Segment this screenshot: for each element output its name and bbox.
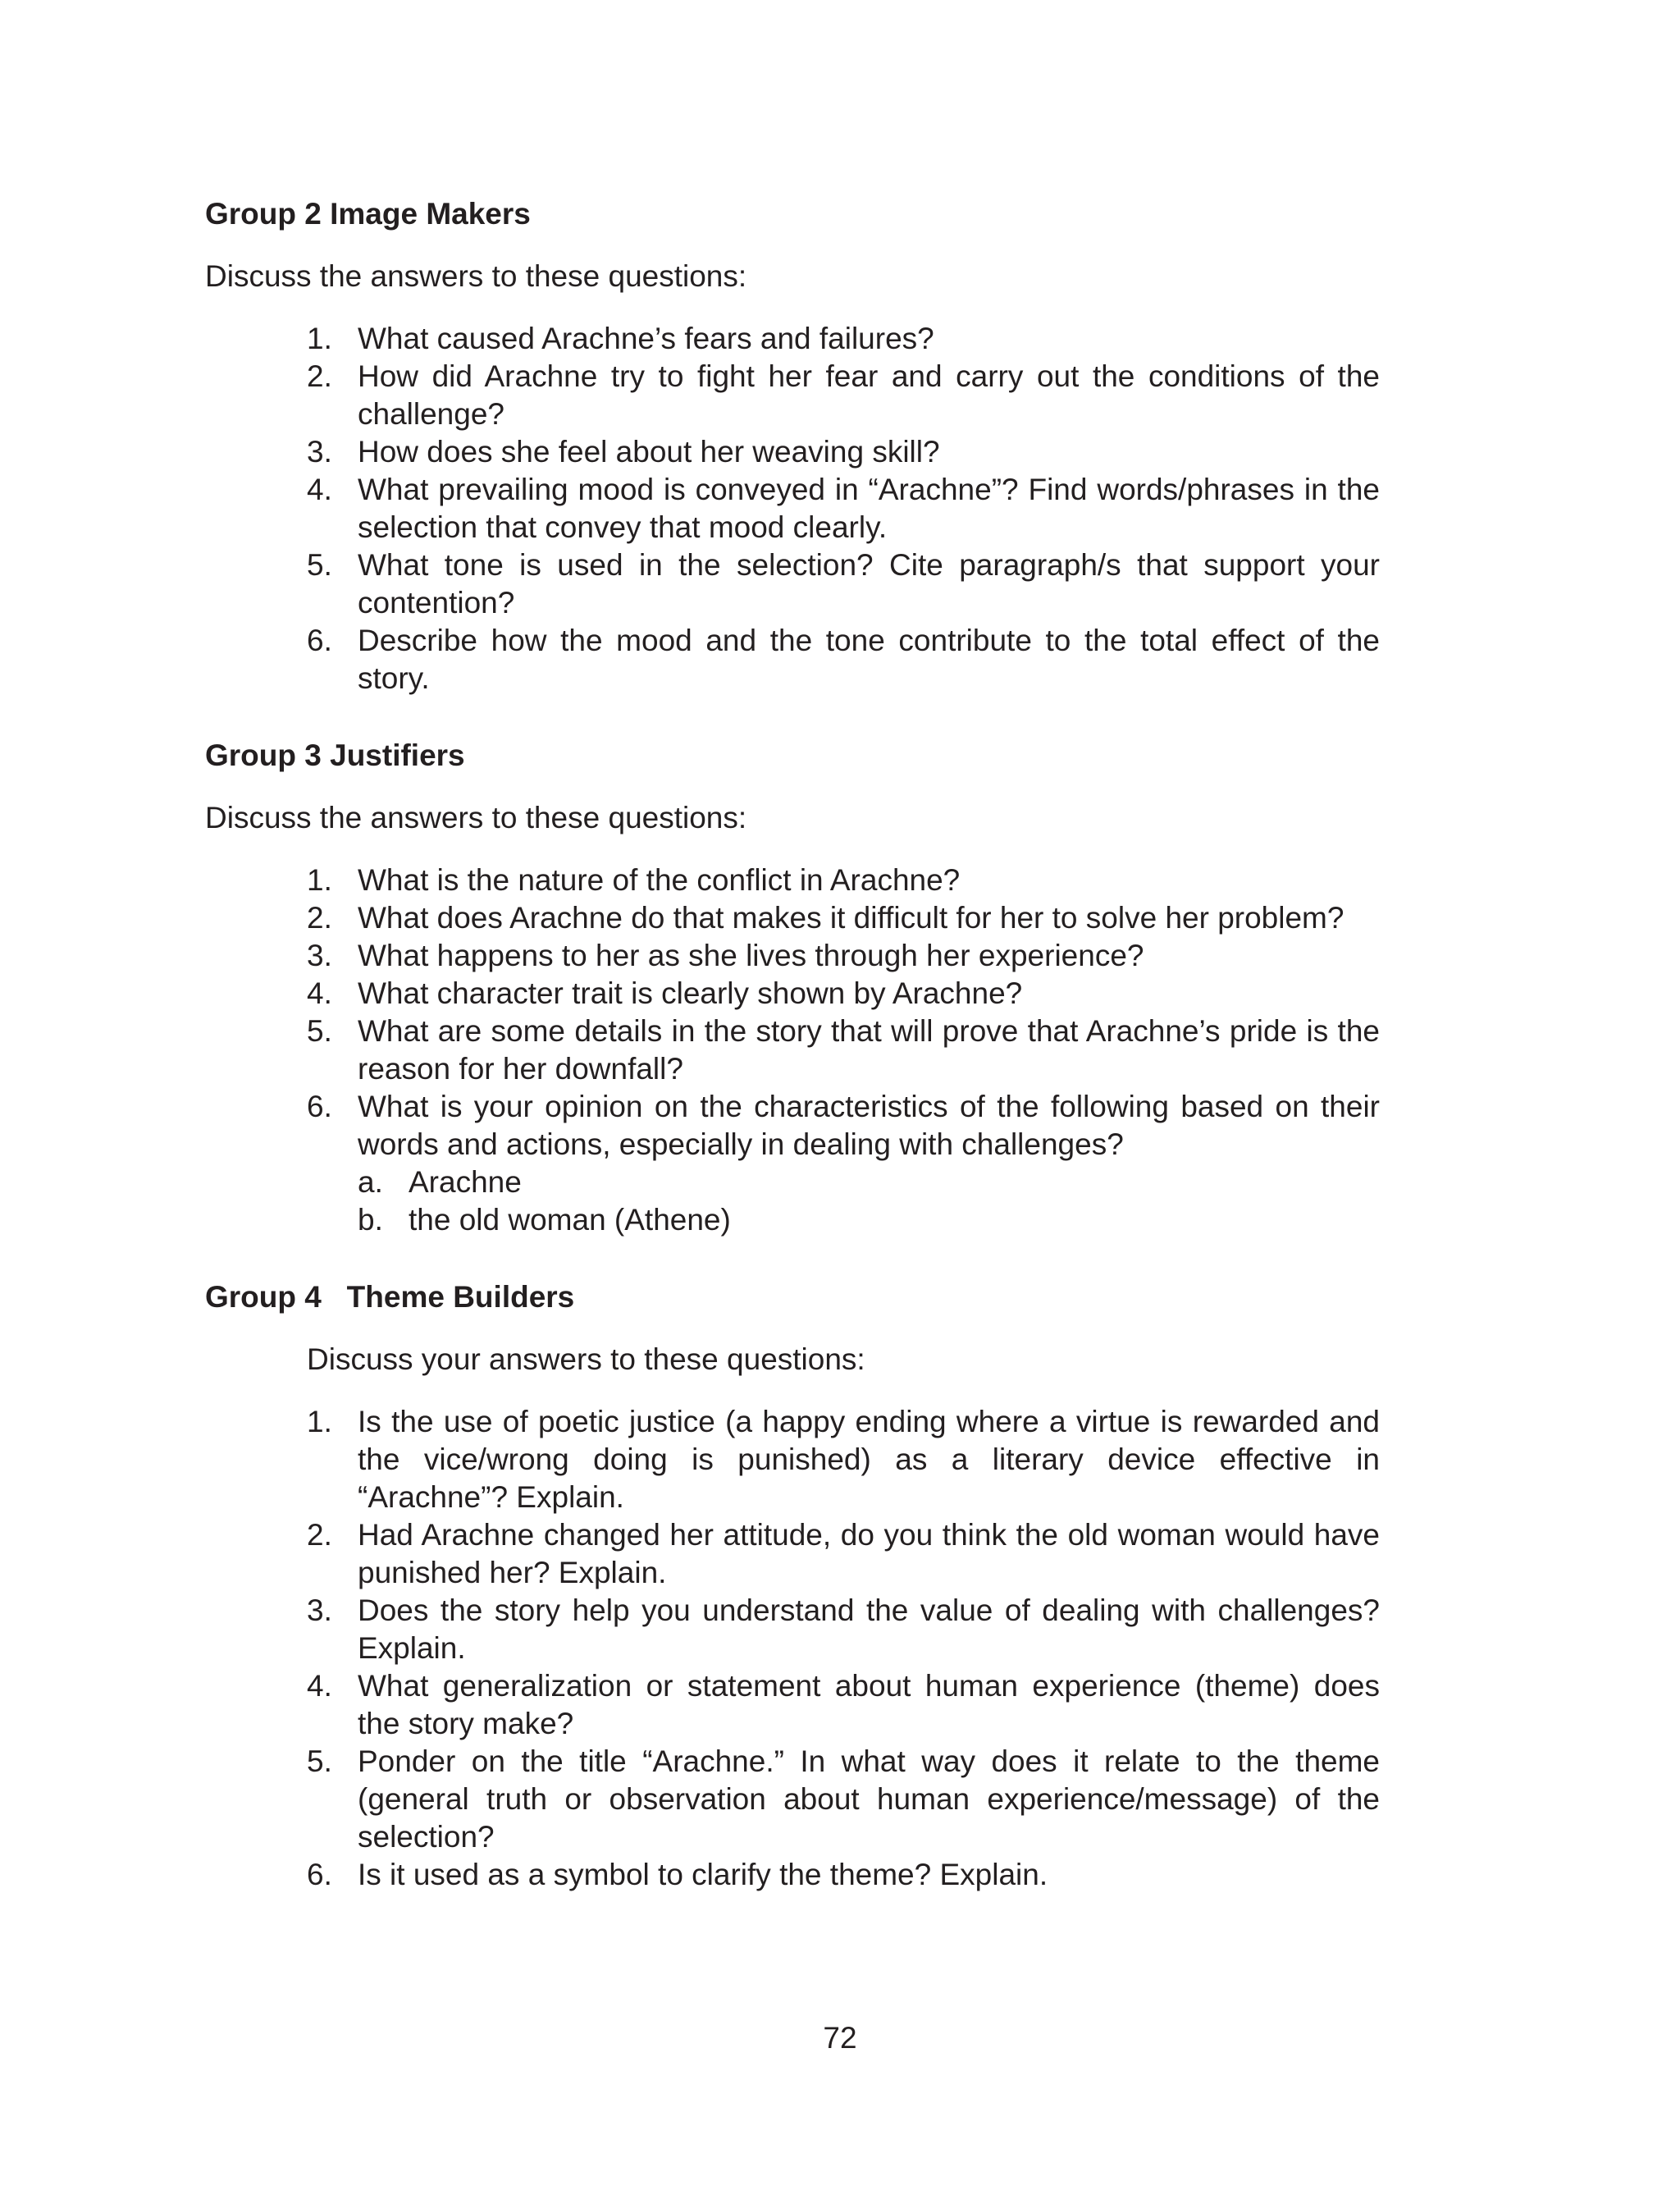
item-text: What character trait is clearly shown by Arachne? [358, 976, 1023, 1010]
list-item [307, 899, 1380, 937]
list-item [307, 1088, 1380, 1239]
item-number: 2. [307, 901, 332, 935]
group-2-intro: Discuss the answers to these questions: [205, 259, 747, 293]
group-4-section [205, 1278, 1380, 1894]
item-number: 2. [307, 359, 332, 393]
list-item [307, 1667, 1380, 1743]
list-item [307, 1856, 1380, 1894]
item-text: What are some details in the story that will prove that Arachne’s pride is the reason for her downfall? [358, 1014, 1380, 1086]
group-2-question-list [205, 320, 1380, 697]
group-4-heading: Group 4 Theme Builders [205, 1280, 575, 1314]
sub-item-text: Arachne [409, 1165, 522, 1199]
group-3-heading: Group 3 Justifiers [205, 738, 465, 772]
item-text: Ponder on the title “Arachne.” In what way does it relate to the theme (general truth or observation about human experience/message) of the selection? [358, 1744, 1380, 1854]
item-text: What happens to her as she lives through her experience? [358, 939, 1144, 972]
list-item [307, 546, 1380, 622]
page-content [205, 195, 1380, 1894]
list-item [307, 433, 1380, 471]
item-number: 5. [307, 1014, 332, 1048]
sub-list-item [358, 1201, 1380, 1239]
list-item [307, 1516, 1380, 1592]
group-4-intro: Discuss your answers to these questions: [307, 1342, 865, 1376]
item-number: 1. [307, 1405, 332, 1438]
item-number: 5. [307, 548, 332, 582]
item-text: Is the use of poetic justice (a happy ending where a virtue is rewarded and the vice/wrong doing is punished) as a literary device effective in “Arachne”? Explain. [358, 1405, 1380, 1514]
item-text: What prevailing mood is conveyed in “Arachne”? Find words/phrases in the selection that convey that mood clearly. [358, 473, 1380, 544]
sub-list-item [358, 1164, 1380, 1201]
list-item [307, 1743, 1380, 1856]
list-item [307, 622, 1380, 697]
list-item [307, 1013, 1380, 1088]
item-number: 6. [307, 1090, 332, 1123]
list-item [307, 320, 1380, 358]
list-item [307, 471, 1380, 546]
list-item [307, 862, 1380, 899]
item-number: 3. [307, 435, 332, 469]
item-number: 1. [307, 863, 332, 897]
list-item [307, 975, 1380, 1013]
item-number: 2. [307, 1518, 332, 1552]
item-text: What generalization or statement about human experience (theme) does the story make? [358, 1669, 1380, 1740]
group-3-question-list [205, 862, 1380, 1239]
list-item [307, 1592, 1380, 1667]
item-number: 4. [307, 473, 332, 506]
group-2-heading: Group 2 Image Makers [205, 197, 531, 231]
item-text: What caused Arachne’s fears and failures? [358, 322, 934, 355]
item-text: What is the nature of the conflict in Arachne? [358, 863, 961, 897]
item-text: Is it used as a symbol to clarify the theme? Explain. [358, 1858, 1048, 1891]
sub-item-letter: b. [358, 1203, 383, 1237]
item-text: Had Arachne changed her attitude, do you think the old woman would have punished her? Explain. [358, 1518, 1380, 1589]
item-number: 4. [307, 976, 332, 1010]
item-text: How does she feel about her weaving skill? [358, 435, 940, 469]
item-text: Does the story help you understand the value of dealing with challenges? Explain. [358, 1593, 1380, 1665]
item-text: What does Arachne do that makes it difficult for her to solve her problem? [358, 901, 1344, 935]
item-number: 6. [307, 1858, 332, 1891]
list-item [307, 358, 1380, 433]
item-text: Describe how the mood and the tone contribute to the total effect of the story. [358, 624, 1380, 695]
list-item [307, 937, 1380, 975]
sub-item-text: the old woman (Athene) [409, 1203, 731, 1237]
item-number: 5. [307, 1744, 332, 1778]
item-number: 4. [307, 1669, 332, 1703]
item-text: How did Arachne try to fight her fear and carry out the conditions of the challenge? [358, 359, 1380, 431]
group-3-section [205, 737, 1380, 1239]
group-4-question-list [205, 1403, 1380, 1894]
item-number: 3. [307, 939, 332, 972]
group-2-section [205, 195, 1380, 697]
item-text: What is your opinion on the characteristics of the following based on their words and actions, especially in dealing with challenges? [358, 1090, 1380, 1161]
item-number: 6. [307, 624, 332, 657]
item-number: 1. [307, 322, 332, 355]
sub-list [358, 1164, 1380, 1239]
page-number: 72 [823, 2021, 857, 2055]
group-3-intro: Discuss the answers to these questions: [205, 801, 747, 834]
list-item [307, 1403, 1380, 1516]
sub-item-letter: a. [358, 1165, 383, 1199]
item-number: 3. [307, 1593, 332, 1627]
item-text: What tone is used in the selection? Cite paragraph/s that support your contention? [358, 548, 1380, 620]
